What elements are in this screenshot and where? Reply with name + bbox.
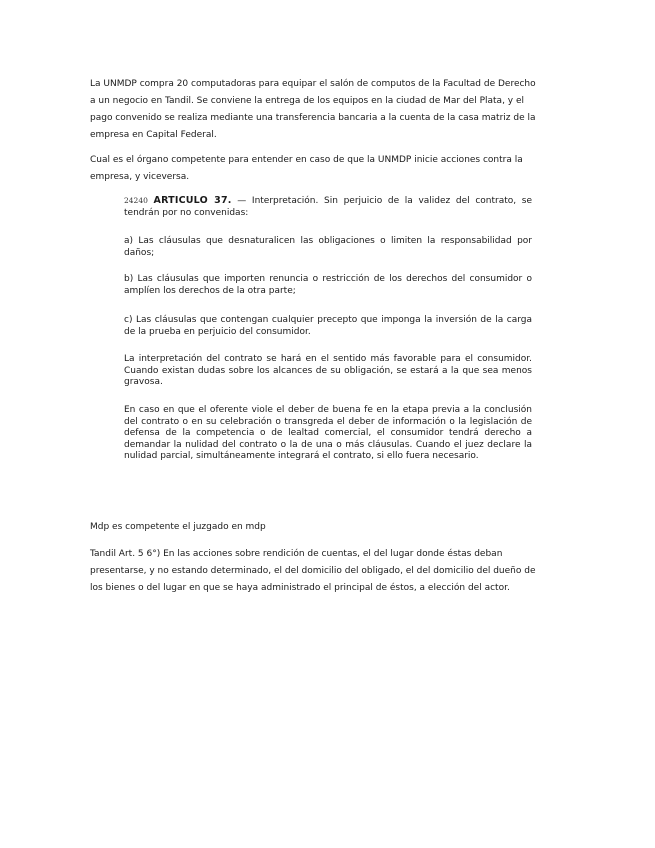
clause-b: b) Las cláusulas que importen renuncia o restricción de los derechos del consumidor o amplíen los derechos de la otra parte; [124,274,532,296]
interpretation-paragraph: La interpretación del contrato se hará en el sentido más favorable para el consumidor. Cuando existan dudas sobre los alcances de su obligación, se estará a la que sea menos gravosa. [124,354,532,388]
answer-paragraph: Mdp es competente el juzgado en mdp [90,522,266,532]
clause-c: c) Las cláusulas que contengan cualquier precepto que imponga la inversión de la carga de la prueba en perjuicio del consumidor. [124,315,532,337]
article-intro: — Interpretación. Sin perjuicio de la validez del contrato, se tendrán por no convenidas: [124,196,532,218]
question-paragraph: Cual es el órgano competente para entender en caso de que la UNMDP inicie acciones contra la empresa, y viceversa. [90,155,523,182]
good-faith-paragraph: En caso en que el oferente viole el deber de buena fe en la etapa previa a la conclusión del contrato o en su celebración o transgreda el deber de información o la legislación de defensa de la competencia o de lealtad comercial, el consumidor tendrá derecho a demandar la nulidad del contrato o la de una o más cláusulas. Cuando el juez declare la nulidad parcial, simultáneamente integrará el contrato, si ello fuera necesario. [124,405,532,462]
law-code: 24240 [124,196,148,205]
intro-paragraph: La UNMDP compra 20 computadoras para equipar el salón de computos de la Facultad de Derecho a un negocio en Tandil. Se conviene la entrega de los equipos en la ciudad de Mar del Plata, y el pago convenido se realiza mediante una transferencia bancaria a la cuenta de la casa matriz de la empresa en Capital Federal. [90,79,536,140]
tandil-note-paragraph: Tandil Art. 5 6°) En las acciones sobre rendición de cuentas, el del lugar donde éstas deban presentarse, y no estando determinado, el del domicilio del obligado, el del domicilio del dueño de los bienes o del lugar en que se haya administrado el principal de éstos, a elección del actor. [90,549,536,593]
clause-a: a) Las cláusulas que desnaturalicen las obligaciones o limiten la responsabilidad por daños; [124,236,532,258]
article-title: ARTICULO 37. [153,195,232,206]
article-37-heading [124,195,532,219]
